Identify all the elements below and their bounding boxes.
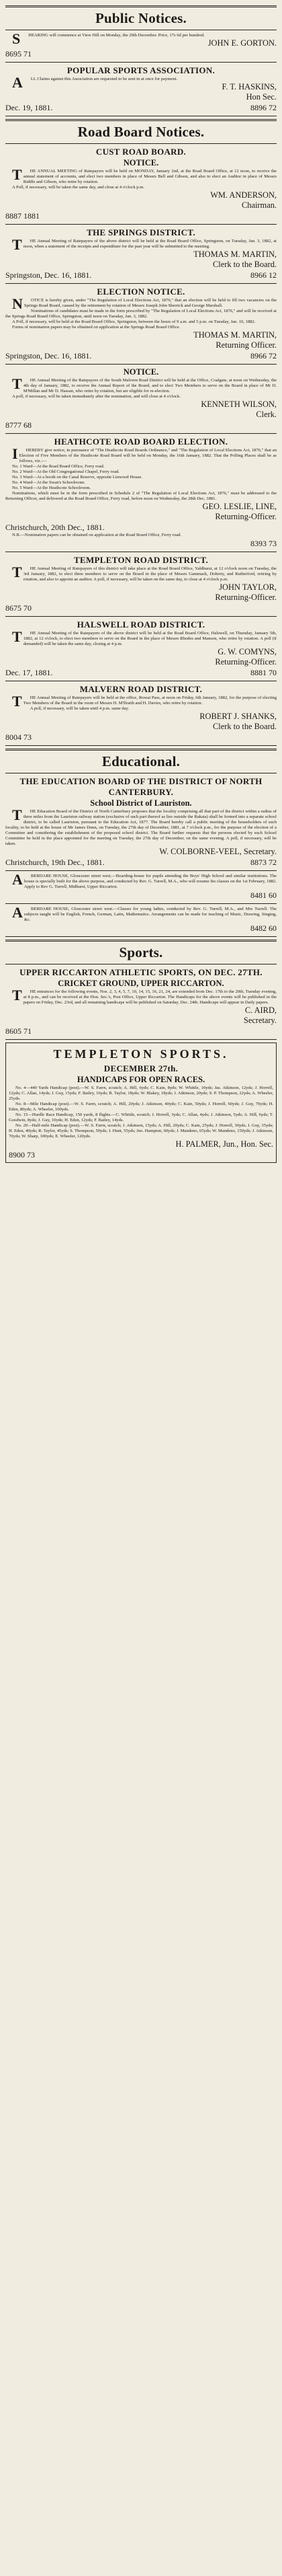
notice-paragraph: NOTICE is hereby given, under "The Regulation of Local Elections Act, 1876," that an election will be held to fill two vacancies on the Springs Road Board, caused by the retirement by rotation of Messrs Joseph John Sherrick and George Marshall. xyxy=(12,295,277,312)
notice-paragraph: Nominations, which must be in the form prescribed in Schedule 2 of "The Regulation of Local Elections Act, 1876," must be addressed to the Returning Officer, and delivered at the Road Board Office, Ferry road, before noon on Wednesday, the 28th Dec, 1881. xyxy=(5,491,277,501)
section-rule xyxy=(5,5,277,7)
notice-divider xyxy=(5,433,277,434)
notice-signature: Returning-Officer. xyxy=(215,657,277,667)
notice-block xyxy=(5,684,277,743)
newspaper-page xyxy=(5,0,277,2573)
notice-block xyxy=(5,437,277,549)
notice-ref-right: 8881 70 xyxy=(250,668,277,677)
section-banner: Public Notices. xyxy=(95,10,187,26)
notice-ref xyxy=(5,891,277,901)
notice-ref xyxy=(5,858,277,868)
notice-paragraph: Nominations of candidates must be made in the form prescribed by "The Regulation of Local Elections Act, 1876," and will be received at the Springs Road Board Office, Springston, until noon on Tuesday, Jan. 3, 1882. xyxy=(5,309,277,319)
notice-paragraph: A Poll, if necessary, will be held at the Road Board Office, Springston, between the hours of 9 a.m. and 5 p.m. on Tuesday, Jan. 10, 1882. xyxy=(12,319,256,324)
notice-block xyxy=(5,871,277,901)
notice-signature: F. T. HASKINS, xyxy=(222,82,277,91)
notice-heading: TEMPLETON ROAD DISTRICT. xyxy=(74,555,208,565)
notice-signature: ROBERT J. SHANKS, xyxy=(199,712,277,721)
notice-block xyxy=(5,287,277,361)
templeton-title: TEMPLETON SPORTS. xyxy=(53,1047,229,1061)
notice-subheading: NOTICE. xyxy=(123,158,159,167)
notice-ref xyxy=(5,211,277,221)
notice-paragraph: A Poll, if necessary, will be taken the same day, and close at 4 o'clock p.m. xyxy=(12,185,144,190)
notice-divider xyxy=(5,283,277,284)
notice-ref-right: 8393 73 xyxy=(250,539,277,548)
notice-block xyxy=(5,147,277,221)
notice-paragraph: A poll, if necessary, will be taken immediately after the nomination, and will close at 4 o'clock. xyxy=(12,394,181,399)
notice-heading: THE EDUCATION BOARD OF THE DISTRICT OF NORTH CANTERBURY. xyxy=(19,776,263,797)
templeton-sports xyxy=(5,1043,277,1163)
notice-heading: CUST ROAD BOARD. xyxy=(95,147,187,157)
notice-ref-right: 8896 72 xyxy=(250,103,277,112)
notice-signature: THOMAS M. MARTIN, xyxy=(193,330,277,340)
notice-ref-left: 8004 73 xyxy=(5,732,32,742)
notice-subheading: School District of Lauriston. xyxy=(90,798,192,808)
notice-paragraph: Forms of nomination papers may be obtained on application at the Springs Road Board Office. xyxy=(12,325,181,330)
notice-ref xyxy=(5,420,277,430)
notice-ref-left: 8887 1881 xyxy=(5,211,40,221)
notice-paragraph: THE Education Board of the District of North Canterbury proposes that the locality comprising all that part of the district within a radius of three miles from the Lauriston railway station (exclusive of such part thereof as lies outside the Rakaia) shall be formed into a separate school district, to be called Lauriston, pursuant to the Education Act, 1877. The Board hereby call a public meeting of the householders of such locality, to be held at the house of Mr James Dunn, on Tuesday, the 27th day of December, 1881, at 7 o'clock p.m., for the purpose of the election of a Committee and considering the establishment of the proposed school district. The Board further requests that the persons elected by such School Committee be held in the place appointed for the meeting on Tuesday, the 27th day of December, on the same evening. A poll, if necessary, will be taken. xyxy=(5,806,277,846)
notice-heading: MALVERN ROAD DISTRICT. xyxy=(79,684,203,694)
notice-block xyxy=(5,776,277,868)
notice-divider xyxy=(5,224,277,225)
notice-divider xyxy=(5,616,277,617)
notice-signature: THOMAS M. MARTIN, xyxy=(193,250,277,259)
notice-postscript: N.B.—Nomination papers can be obtained on application at the Road Board Office, Ferry road. xyxy=(12,533,182,537)
section-banner: Road Board Notices. xyxy=(77,124,205,140)
notice-block xyxy=(5,555,277,613)
notice-paragraph: THE Annual Meeting of Ratepayers of the above district will be held at the Road Board Office, Springston, on Tuesday, Jan. 3, 1882, at noon, when a statement of the receipts and expenditure for the past year will be submitted to the meeting. xyxy=(12,236,277,253)
notice-signature: G. W. COMYNS, xyxy=(218,647,277,656)
notice-ref xyxy=(5,270,277,280)
notice-ref-left: 8777 68 xyxy=(5,420,32,430)
notice-ref-right: 8966 72 xyxy=(250,351,277,361)
notice-paragraph: ABERDARE HOUSE, Gloucester street west.—Boarding-house for pupils attending the Boys' High School and similar institutions. The house is specially built for the above purpose, and conducted by Rev. G. Turrell, M.A., who will resume his classes on the 1st February, 1882. Apply to Rev G. Turrell, Midhurst, Upper Riccarton. xyxy=(12,871,277,889)
notice-ref-right: 8966 12 xyxy=(250,270,277,280)
notice-ref xyxy=(5,539,277,549)
notice-paragraph: THE entrances for the following events, Nos. 2, 3, 4, 5, 7, 10, 14, 15, 16, 21, 24, are extended from Dec. 17th to the 20th, Tuesday evening, at 8 p.m., and can be received at the Hon. Sec.'s, Post Office, Upper Riccarton. The Handicaps for the above events will be published in the papers on Friday, Dec. 23rd, and all remaining handicaps will be published on Saturday, Dec. 24th. Handicaps will appear in Daily papers. xyxy=(12,987,277,1005)
handicap-paragraph: No. 15—Hurdle Race Handicap, 150 yards, 8 flights.—C. Whittle, scratch; J. Horrell, 3yds; C. Allan, 4yds; J. Atkinson, 5yds; A. Hill, 6yds; T. Goodwin, 8yds; J. Guy, 10yds; H. Eden, 12yds; F. Bailey, 14yds. xyxy=(9,1112,273,1123)
notice-ref-right: 8482 60 xyxy=(250,923,277,933)
notice-signature: KENNETH WILSON, xyxy=(201,400,277,409)
section-rule xyxy=(5,143,277,144)
notice-paragraph: No. 4 Ward—At the Swan's Schoolroom. xyxy=(12,480,85,485)
notice-signature: W. COLBORNE-VEEL, Secretary. xyxy=(159,847,277,856)
notice-block xyxy=(5,619,277,678)
notice-signature: Returning-Officer. xyxy=(215,593,277,602)
notice-paragraph: THE Annual Meeting of the Ratepayers of the above district will be held at the Road Board Office, Halswell, on Thursday, January 5th, 1882, at 12 o'clock, to elect two members to serve on the Board in the place of Messrs Rhodes and Manson, who retire by rotation. A poll (if demanded) will be taken the same day, closing at 4 p.m. xyxy=(12,628,277,646)
notice-ref-left: Dec. 19, 1881. xyxy=(5,103,53,112)
templeton-date: DECEMBER 27th. xyxy=(103,1063,179,1073)
notice-block xyxy=(5,227,277,280)
notice-signature: Clerk. xyxy=(256,410,277,419)
notice-paragraph: THE ANNUAL MEETING of Ratepayers will be held on MONDAY, January 2nd, at the Road Board Office, at 12 noon, to receive the annual statement of accounts, and elect two members in place of Messrs Bell and Gibson, and also to elect an Auditor in place of Messrs Riddle and Gibson, who retire by rotation. xyxy=(12,166,277,184)
notice-ref-left: 8900 73 xyxy=(9,1150,35,1160)
handicap-paragraph: No. 8—Mile Handicap (post).—W. S. Farrn, scratch; A. Hill, 20yds; J. Atkinson, 40yds; C. Kain, 50yds; J. Horrell, 60yds; J. Guy, 70yds; H. Eden, 80yds; A. Wheeler, 100yds. xyxy=(9,1102,273,1112)
notice-paragraph: No. 5 Ward—At the Heathcote Schoolroom. xyxy=(12,486,91,490)
notice-ref-left: 8695 71 xyxy=(5,49,32,59)
notice-ref xyxy=(5,351,277,361)
notice-paragraph: No. 3 Ward—At a booth on the Canal Reserve, opposite Linwood House. xyxy=(12,475,142,480)
notice-ref-left: 8605 71 xyxy=(5,1026,32,1036)
templeton-sub: HANDICAPS FOR OPEN RACES. xyxy=(77,1075,205,1084)
notice-divider xyxy=(5,870,277,871)
handicap-paragraph: No. 20—Half-mile Handicap (post).—W. S. Farrn, scratch; J. Atkinson, 15yds; A. Hill, 20yds; C. Kain, 25yds; J. Horrell, 30yds; J. Guy, 35yds; H. Eden, 40yds; R. Taylor, 45yds; S. Thompson, 50yds; J. Hunt, 55yds; Jno. Hampton, 60yds; J. Mandeno, 65yds; W. Mandeno, 150yds; J. Atkinson, 70yds; W. Sharp, 100yds; E. Wheeler, 120yds. xyxy=(9,1123,273,1139)
section-rule xyxy=(5,940,277,942)
notice-divider xyxy=(5,1039,277,1040)
notice-paragraph: No. 2 Ward—At the Old Congregational Chapel, Ferry road. xyxy=(12,469,120,474)
notice-signature: C. AIRD, xyxy=(244,1006,277,1015)
notice-paragraph: No. 1 Ward—At the Road Board Office, Ferry road. xyxy=(12,464,105,469)
notice-paragraph: ALL Claims against this Association are requested to be sent in at once for payment. xyxy=(12,74,178,91)
notice-block xyxy=(5,367,277,430)
notice-paragraph: THE Annual Meeting of Ratepayers will be held at the office, Rowai Pass, at noon on Friday, 6th January, 1882, for the purpose of electing Two Members of the Board in the room of Messrs H. M'Ilraith and H. Davies, who retire by rotation. xyxy=(12,693,277,710)
notice-paragraph: SHEARING will commence at View Hill on Monday, the 29th December. Price, 17s 6d per hundred. xyxy=(12,30,205,47)
notice-divider xyxy=(5,745,277,746)
section-banner: Sports. xyxy=(119,944,163,960)
notice-signature: Clerk to the Board. xyxy=(213,722,277,731)
notice-ref-right: 8481 60 xyxy=(250,891,277,900)
notice-heading: ELECTION NOTICE. xyxy=(97,287,185,297)
notice-heading: HEATHCOTE ROAD BOARD ELECTION. xyxy=(54,437,228,447)
notice-divider xyxy=(5,364,277,365)
notice-ref-left: 8675 70 xyxy=(5,603,32,613)
notice-ref xyxy=(5,732,277,743)
notice-ref xyxy=(9,1150,273,1160)
notice-subheading: NOTICE. xyxy=(123,367,159,377)
notice-signature: Secretary. xyxy=(243,1016,277,1025)
notice-subheading: CRICKET GROUND, UPPER RICCARTON. xyxy=(58,979,224,988)
notice-paragraph: THE Annual Meeting of Ratepayers of this district will take place at the Road Board Office, Yaldhurst, at 12 o'clock noon on Tuesday, the 3rd January, 1882, to elect three members to serve on the Board in the place of Messrs Gammack, Doherty, and Rutherford, retiring by rotation, and also to appoint an auditor. A poll, if necessary, will be taken on the same day, to close at 4 o'clock p.m. xyxy=(12,564,277,582)
notice-ref-left: Springston, Dec. 16, 1881. xyxy=(5,270,92,280)
section-rule xyxy=(5,749,277,751)
notice-ref-left: Springston, Dec. 16, 1881. xyxy=(5,351,92,361)
notice-heading: UPPER RICCARTON ATHLETIC SPORTS, ON DEC. 27TH. xyxy=(19,967,263,977)
notice-signature: Returning Officer. xyxy=(216,340,277,350)
notice-signature: Hon Sec. xyxy=(246,92,277,102)
section-rule xyxy=(5,119,277,121)
notice-signature: Chairman. xyxy=(242,200,277,210)
notice-ref-left: Christchurch, 20th Dec., 1881. xyxy=(5,523,105,532)
notice-paragraph: ABERDARE HOUSE, Gloucester street west.—Classes for young ladies, conducted by Rev. G. Turrell, M.A., and Mrs Turrell. The subjects taught will be English, French, German, Latin, Mathematics. Arrangements can be made for teaching of Music, Drawing, Singing, &c. xyxy=(12,904,277,922)
notice-ref xyxy=(5,603,277,613)
notice-divider xyxy=(5,903,277,904)
notice-paragraph: IHEREBY give notice, in pursuance of "The Heathcote Road Boards Ordinance," and "The Regulation of Local Elections Act, 1876," that an Election of Five Members of the Heathcote Road Board will be held on Monday, the 16th January, 1882. That the Polling Places shall be as follows, viz.:— xyxy=(12,445,277,463)
notice-divider xyxy=(5,62,277,63)
notice-block xyxy=(5,967,277,1036)
notice-heading: THE SPRINGS DISTRICT. xyxy=(87,227,195,237)
notice-block xyxy=(5,904,277,934)
notice-ref xyxy=(5,523,277,533)
notice-paragraph: THE Annual Meeting of the Ratepayers of the South Malvern Road District will be held at the Office, Coalgate, at noon on Wednesday, the 4th day of January, 1882, to receive the Annual Report of the Board, and to elect Two Members to serve on the Board in place of Mr D. M'Millan and Mr D. Hassan, who retire by rotation, but are eligible for re-election. xyxy=(12,375,277,393)
notice-ref-left: Christchurch, 19th Dec., 1881. xyxy=(5,858,105,867)
notice-block xyxy=(5,65,277,113)
notice-ref xyxy=(5,668,277,678)
notice-ref xyxy=(5,49,277,59)
notice-heading: POPULAR SPORTS ASSOCIATION. xyxy=(66,65,216,75)
notice-signature: JOHN E. GORTON. xyxy=(207,38,277,48)
notice-ref xyxy=(5,923,277,934)
notice-ref-right: 8873 72 xyxy=(250,858,277,867)
notice-ref xyxy=(5,1026,277,1036)
notice-block xyxy=(5,30,277,59)
notice-signature: Returning-Officer. xyxy=(215,512,277,521)
section-banner: Educational. xyxy=(101,753,181,769)
notice-signature: GEO. LESLIE, LINE, xyxy=(202,502,277,511)
notice-signature: Clerk to the Board. xyxy=(213,260,277,269)
notice-ref-left: Dec. 17, 1881. xyxy=(5,668,53,677)
templeton-signature: H. PALMER, Jun., Hon. Sec. xyxy=(175,1139,273,1149)
notice-heading: HALSWELL ROAD DISTRICT. xyxy=(77,619,205,630)
notice-paragraph: A poll, if necessary, will be taken until 4 p.m. same day. xyxy=(30,706,130,711)
notice-ref xyxy=(5,103,277,113)
notice-divider xyxy=(5,936,277,937)
notice-signature: WM. ANDERSON, xyxy=(210,190,277,200)
handicap-paragraph: No. 4—440 Yards Handicap (post).—W. S. Farrn, scratch; A. Hill, 6yds; C. Kain, 8yds; W. Whittle, 10yds; Jas. Atkinson, 12yds; J. Horrell, 12yds; C. Allan, 14yds; J. Guy, 15yds; F. Bailey, 16yds; R. Taylor, 18yds; W. Blakey, 18yds; J. Atkinson, 20yds; S. P. Thompson, 22yds; A. Wheeler, 25yds. xyxy=(9,1086,273,1101)
notice-signature: JOHN TAYLOR, xyxy=(219,582,277,592)
